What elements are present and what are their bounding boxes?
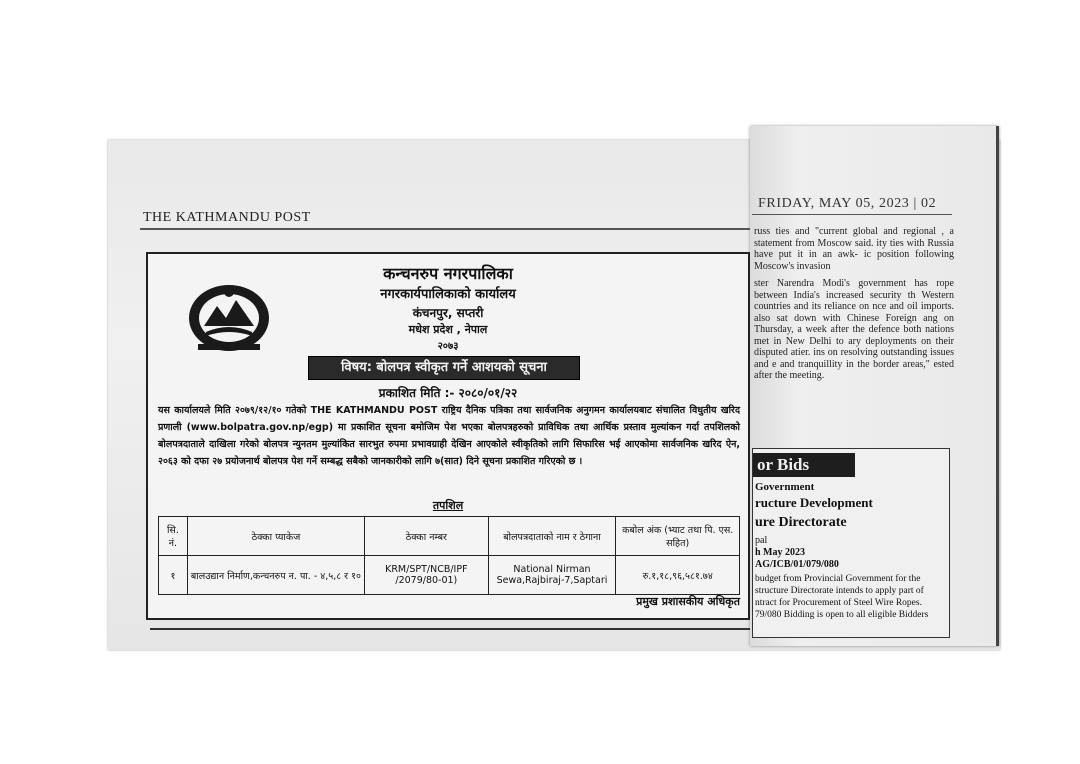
- bids-line: pal: [755, 535, 768, 546]
- news-paragraph: russ ties and "current global and regional , a statement from Moscow said. ity ties with Russia have put it in an awk- ic position following Moscow's invasion: [754, 226, 954, 272]
- notice-signature: प्रमुख प्रशासकीय अधिकृत: [636, 595, 740, 608]
- news-paragraph: ster Narendra Modi's government has rope between India's increased security th Western countries and its reliance on nce and oil imports. also sat down with Chinese Foreign ang on Thursday, a week after the defence both nations met in New Delhi to ary deployments on their disputed atier. ins on resolving outstanding issues and e and tranquillity in the border areas," ested after the meeting.: [754, 278, 954, 381]
- table-label: तपशिल: [432, 499, 464, 512]
- table-row: [159, 556, 740, 595]
- table-header: कबोल अंक (भ्याट तथा पि. एस. सहित): [616, 517, 740, 556]
- masthead-rule: [140, 228, 750, 230]
- bids-advertisement: [752, 448, 950, 638]
- table-cell: KRM/SPT/NCB/IPF /2079/80-01): [365, 556, 489, 595]
- bids-line: Government: [755, 481, 815, 493]
- newspaper-masthead: THE KATHMANDU POST: [143, 210, 311, 225]
- bids-title: or Bids: [753, 453, 855, 477]
- newspaper-dateline: FRIDAY, MAY 05, 2023 | 02: [758, 196, 937, 211]
- notice-province: मधेश प्रदेश , नेपाल: [408, 323, 488, 336]
- notice-year: २०७३: [437, 341, 459, 352]
- table-header: ठेक्का प्याकेज: [187, 517, 364, 556]
- bottom-rule: [150, 628, 750, 640]
- tender-notice: [146, 252, 750, 620]
- bids-line: budget from Provincial Government for the structure Directorate intends to apply part of ntract for Procurement of Steel Wire Ropes. 79/080 Bidding is open to all eligible Bidders: [755, 574, 929, 620]
- notice-published-date: प्रकाशित मिति :- २०८०/०१/२२: [378, 386, 518, 400]
- notice-title: कन्चनरुप नगरपालिका: [383, 264, 513, 283]
- news-column: [754, 226, 954, 388]
- bids-line: AG/ICB/01/079/080: [755, 559, 839, 570]
- dateline-rule: [752, 214, 952, 215]
- notice-address: कंचनपुर, सप्तरी: [412, 306, 484, 320]
- tender-table: [158, 516, 740, 595]
- bids-line: h May 2023: [755, 547, 805, 558]
- bids-line: ructure Development: [755, 495, 873, 510]
- table-header: सि. नं.: [159, 517, 188, 556]
- table-cell: रु.१,१८,९६,५८१.७४: [616, 556, 740, 595]
- table-header: बोलपत्रदाताको नाम र ठेगाना: [488, 517, 616, 556]
- notice-subject: विषय: बोलपत्र स्वीकृत गर्ने आशयको सूचना: [308, 356, 580, 380]
- table-header: ठेक्का नम्बर: [365, 517, 489, 556]
- table-cell: बालउद्यान निर्माण,कन्चनरुप न. पा. - ४,५,८ र १०: [187, 556, 364, 595]
- table-cell: National Nirman Sewa,Rajbiraj-7,Saptari: [488, 556, 616, 595]
- notice-body: यस कार्यालयले मिति २०७९/१२/१० गतेको THE KATHMANDU POST राष्ट्रिय दैनिक पत्रिका तथा सार्वजनिक अनुगमन कार्यालयबाट संचालित विधुतीय खरिद प्रणाली (www.bolpatra.gov.np/egp) मा प्रकाशित सूचना बमोजिम पेश भएका बोलपत्रहरुको प्राविधिक तथा आर्थिक प्रस्ताव मुल्यांकन गर्दा तपशिलको बोलपत्रदाताले दाखिला गरेको बोलपत्र न्युनतम मुल्यांकित सारभुत रुपमा प्रभावग्राही देखिन आएकोले स्वीकृतिको लागि सिफारिस भई आएकोमा सार्वजनिक खरिद ऐन, २०६३ को दफा २७ प्रयोजनार्थ बोलपत्र पेश गर्ने सम्बद्ध सबैको जानकारीको लागि ७(सात) दिने सूचना प्रकाशित गरिएको छ ।: [158, 405, 740, 467]
- bids-line: ure Directorate: [755, 515, 847, 530]
- table-cell: १: [159, 556, 188, 595]
- table-header-row: [159, 517, 740, 556]
- notice-office: नगरकार्यपालिकाको कार्यालय: [380, 287, 516, 302]
